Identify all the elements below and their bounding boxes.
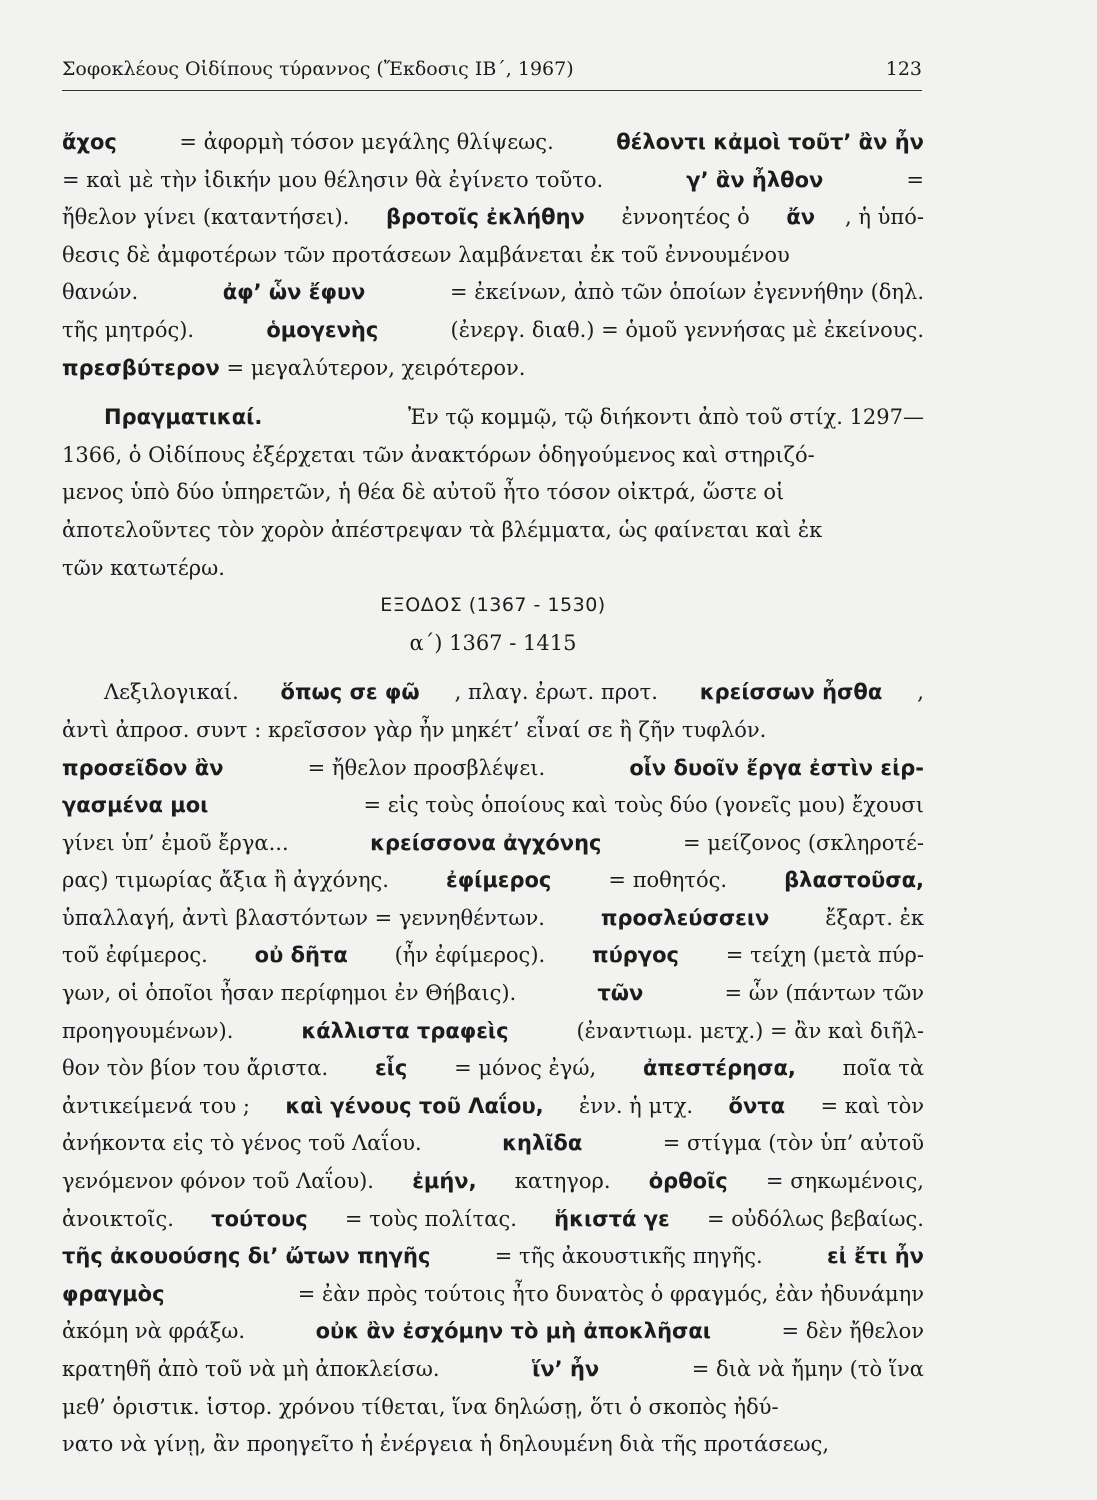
lemma: κρείσσων ἦσθα <box>699 680 883 705</box>
text-line: νατο νὰ γίνῃ, ἂν προηγεῖτο ἡ ἐνέργεια ἡ δηλουμένη διὰ τῆς προτάσεως, <box>62 1432 830 1457</box>
lemma: βλαστοῦσα, <box>784 868 924 893</box>
text-line: προσεῖδον ἂν = ἤθελον προσβλέψει. οἷν δυοῖν ἔργα ἐστὶν εἰρ- <box>62 750 924 788</box>
lemma: ἐμήν, <box>412 1169 477 1194</box>
text-line: ἄχος = ἀφορμὴ τόσον μεγάλης θλίψεως. θέλοντι κἀμοὶ τοῦτ’ ἂν ἦν <box>62 124 924 162</box>
lemma: κάλλιστα τραφεὶς <box>301 1018 509 1043</box>
text-line: τοῦ ἐφίμερος. οὐ δῆτα (ἦν ἐφίμερος). πύργος = τείχη (μετὰ πύρ- <box>62 937 924 975</box>
text-line: προηγουμένων). κάλλιστα τραφεὶς (ἐναντιωμ. μετχ.) = ἂν καὶ διῆλ- <box>62 1013 924 1051</box>
text-line: τῆς ἀκουούσης δι’ ὤτων πηγῆς = τῆς ἀκουστικῆς πηγῆς. εἰ ἔτι ἦν <box>62 1238 924 1276</box>
lemma: προσλεύσσειν <box>600 905 770 930</box>
text-line: ἀποτελοῦντες τὸν χορὸν ἀπέστρεψαν τὰ βλέμματα, ὡς φαίνεται καὶ ἐκ <box>62 517 823 542</box>
page-body <box>62 124 924 1464</box>
text-line: ἀκόμη νὰ φράξω. οὐκ ἂν ἐσχόμην τὸ μὴ ἀποκλῆσαι = δὲν ἤθελον <box>62 1313 924 1351</box>
page-number: 123 <box>885 58 922 80</box>
text-line: ἤθελον γίνει (καταντήσει). βροτοῖς ἐκλήθην ἐννοητέος ὁ ἄν , ἡ ὑπό- <box>62 199 924 237</box>
lemma: φραγμὸς <box>62 1281 165 1306</box>
text-line: ἀντὶ ἀπροσ. συντ : κρεῖσσον γὰρ ἦν μηκέτ’ εἶναί σε ἢ ζῆν τυφλόν. <box>62 717 767 742</box>
lemma: ὄντα <box>728 1093 786 1118</box>
lemma: οἷν δυοῖν ἔργα ἐστὶν εἰρ- <box>629 755 924 780</box>
text-line: γασμένα μοι = εἰς τοὺς ὁποίους καὶ τοὺς δύο (γονεῖς μου) ἔχουσι <box>62 787 924 825</box>
lemma: θέλοντι κἀμοὶ τοῦτ’ ἂν ἦν <box>616 130 924 154</box>
text-line: 1366, ὁ Οἰδίπους ἐξέρχεται τῶν ἀνακτόρων ὁδηγούμενος καὶ στηριζό- <box>62 442 815 467</box>
text-line: μεθ’ ὁριστικ. ἱστορ. χρόνου τίθεται, ἵνα δηλώσῃ, ὅτι ὁ σκοπὸς ἠδύ- <box>62 1394 779 1419</box>
text-line: τῶν κατωτέρω. <box>62 555 225 580</box>
lemma: πύργος <box>591 943 679 968</box>
text-line: ἀνοικτοῖς. τούτους = τοὺς πολίτας. ἥκιστά γε = οὐδόλως βεβαίως. <box>62 1201 924 1239</box>
lemma: βροτοῖς ἐκλήθην <box>386 205 585 230</box>
lemma: κηλῖδα <box>502 1131 583 1156</box>
lemma: ἄχος <box>62 130 117 154</box>
text-line: φραγμὸς = ἐὰν πρὸς τούτοις ἦτο δυνατὸς ὁ φραγμός, ἐὰν ἠδυνάμην <box>62 1276 924 1314</box>
text-line: θον τὸν βίον του ἄριστα. εἷς = μόνος ἐγώ, ἀπεστέρησα, ποῖα τὰ <box>62 1050 924 1088</box>
lemma: οὐκ ἂν ἐσχόμην τὸ μὴ ἀποκλῆσαι <box>315 1319 711 1344</box>
text-line: πρεσβύτερον = μεγαλύτερον, χειρότερον. <box>62 350 924 388</box>
text-line: τῆς μητρός). ὁμογενὴς (ἐνεργ. διαθ.) = ὁμοῦ γεννήσας μὲ ἐκείνους. <box>62 312 924 350</box>
lemma: εἷς <box>374 1056 408 1081</box>
lemma: ὅπως σε φῶ <box>280 680 420 705</box>
lemma: γασμένα μοι <box>62 793 209 818</box>
lemma: προσεῖδον ἂν <box>62 755 224 780</box>
running-header <box>62 58 922 91</box>
text-line: Πραγματικαί. Ἐν τῷ κομμῷ, τῷ διήκοντι ἀπὸ τοῦ στίχ. 1297— <box>62 399 924 437</box>
text-line: γενόμενον φόνον τοῦ Λαΐου). ἐμήν, κατηγορ. ὀρθοῖς = σηκωμένοις, <box>62 1163 924 1201</box>
text-line: κρατηθῆ ἀπὸ τοῦ νὰ μὴ ἀποκλείσω. ἵν’ ἦν = διὰ νὰ ἤμην (τὸ ἵνα <box>62 1351 924 1389</box>
section-label: Πραγματικαί. <box>104 405 263 430</box>
lemma: ἐφίμερος <box>446 868 552 893</box>
lemma: κρείσσονα ἀγχόνης <box>370 830 602 855</box>
lemma: ἥκιστά γε <box>554 1206 670 1231</box>
lemma: πρεσβύτερον <box>62 355 220 380</box>
lemma: τῆς ἀκουούσης δι’ ὤτων πηγῆς <box>62 1244 431 1269</box>
text-line: θεσις δὲ ἀμφοτέρων τῶν προτάσεων λαμβάνεται ἐκ τοῦ ἐννουμένου <box>62 242 790 267</box>
text-line: ἀνήκοντα εἰς τὸ γένος τοῦ Λαΐου. κηλῖδα = στίγμα (τὸν ὑπ’ αὐτοῦ <box>62 1125 924 1163</box>
lemma: ὁμογενὴς <box>266 317 379 342</box>
lemma: ἄν <box>786 205 816 230</box>
lemma: ἵν’ ἦν <box>532 1357 600 1381</box>
lemma: ἀπεστέρησα, <box>642 1056 796 1081</box>
text-line: ὑπαλλαγή, ἀντὶ βλαστόντων = γεννηθέντων. προσλεύσσειν ἔξαρτ. ἐκ <box>62 900 924 938</box>
text-line: Λεξιλογικαί. ὅπως σε φῶ , πλαγ. ἐρωτ. προτ. κρείσσων ἦσθα , <box>62 674 924 712</box>
lemma: τούτους <box>211 1206 308 1231</box>
text-line: γίνει ὑπ’ ἐμοῦ ἔργα... κρείσσονα ἀγχόνης = μείζονος (σκληροτέ- <box>62 825 924 863</box>
text-line: ρας) τιμωρίας ἄξια ἢ ἀγχόνης. ἐφίμερος = ποθητός. βλαστοῦσα, <box>62 862 924 900</box>
text-line: ἀντικείμενά του ; καὶ γένους τοῦ Λαΐου, ἐνν. ἡ μτχ. ὄντα = καὶ τὸν <box>62 1088 924 1126</box>
lemma: καὶ γένους τοῦ Λαΐου, <box>285 1093 544 1118</box>
lemma: εἰ ἔτι ἦν <box>826 1244 924 1269</box>
lemma: οὐ δῆτα <box>254 943 348 968</box>
text-line: θανών. ἀφ’ ὧν ἔφυν = ἐκείνων, ἀπὸ τῶν ὁποίων ἐγεννήθην (δηλ. <box>62 274 924 312</box>
text-line: γων, οἱ ὁποῖοι ἦσαν περίφημοι ἐν Θήβαις). τῶν = ὧν (πάντων τῶν <box>62 975 924 1013</box>
lemma: τῶν <box>597 981 644 1006</box>
lemma: ὀρθοῖς <box>648 1169 728 1194</box>
lemma: ἀφ’ ὧν ἔφυν <box>222 280 366 305</box>
section-subheading: α΄) 1367 - 1415 <box>409 630 577 655</box>
header-title: Σοφοκλέους Οἰδίπους τύραννος (Ἔκδοσις ΙΒ΄, 1967) <box>62 58 574 80</box>
text-line: μενος ὑπὸ δύο ὑπηρετῶν, ἡ θέα δὲ αὐτοῦ ἦτο τόσον οἰκτρά, ὥστε οἱ <box>62 480 785 505</box>
text-line: = καὶ μὲ τὴν ἰδικήν μου θέλησιν θὰ ἐγίνετο τοῦτο. γ’ ἂν ἦλθον = <box>62 162 924 200</box>
section-heading: ΕΞΟΔΟΣ (1367 - 1530) <box>380 594 606 617</box>
lemma: γ’ ἂν ἦλθον <box>686 167 824 192</box>
